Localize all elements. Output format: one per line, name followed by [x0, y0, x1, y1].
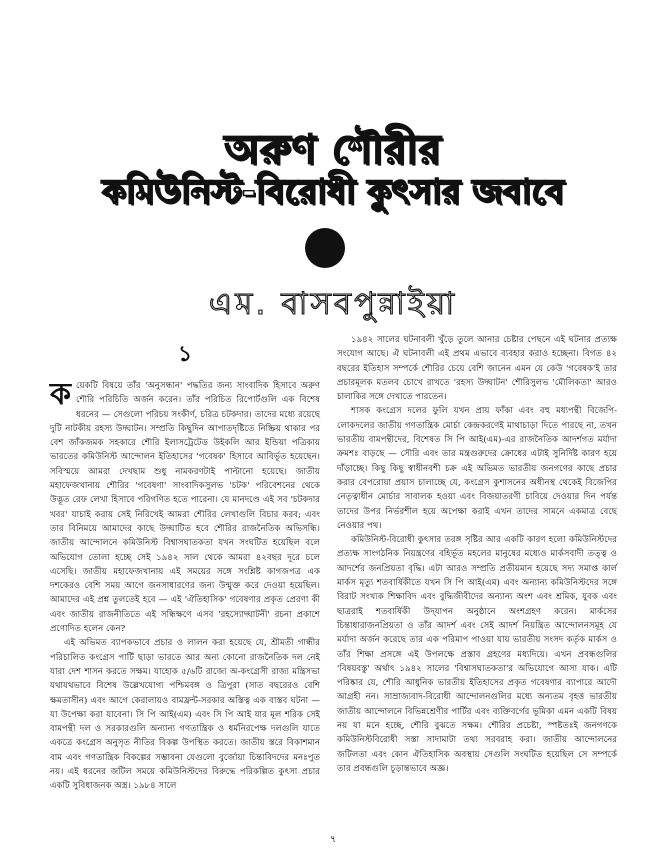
paragraph: কমিউনিস্ট-বিরোধী কুৎসার তরঙ্গ সৃষ্টির আর একটি কারণ হলো কমিউনিস্টদের প্রত্যক্ষ সাংগঠনিক নিয়ন্ত্রণের বহির্ভূত মহলের মানুষের মধ্যেও মার্কসবাদী তত্ত্ব ও আদর্শের জনপ্রিয়তা বৃদ্ধি। এটা আরও সম্প্রতি প্রতীয়মান হয়েছে সদ্য সমাপ্ত কার্ল মার্কস মৃত্যু শতবার্ষিকীতে যখন সি পি আই(এম) এবং অন্যান্য কমিউনিস্টদের সঙ্গে বিরাট সংখ্যক শিক্ষাবিদ এবং বুদ্ধিজীবীদের অন্যান্য অংশ এবং শ্রমিক, যুবক এবং ছাত্ররাই শতবার্ষিকী উদ্‌যাপন অনুষ্ঠানে অংশগ্রহণ করেন। মার্কসের চিন্তাধারাজনপ্রিয়তা ও তাঁর আদর্শ এবং সেই আদর্শ নিয়ন্ত্রিত আন্দোলনসমূহ যে মর্যাদা অর্জন করেছে তার এক পরিমাপ পাওয়া যায় ভারতীয় সংসদ কর্তৃক মার্কস ও তাঁর শিক্ষা প্রসঙ্গে এই উপলক্ষে প্রস্তাব গ্রহণের মধ্যদিয়ে। এখন প্রবন্ধগুলির 'বিষয়বস্তু' অর্থাৎ ১৯৪২ সালের 'বিশ্বাসঘাতকতা'র অভিযোগে আসা যাক। এটি পরিষ্কার যে, শৌরি আধুনিক ভারতীয় ইতিহাসের প্রকৃত গবেষণার ব্যাপারে আদৌ আগ্রহী নন। সাম্রাজ্যবাদ-বিরোধী আন্দোলনগুলির মধ্যে অন্যতম বৃহত্ত ভারতীয় জাতীয় আন্দোলনে বিভিন্নশ্রেণীর পার্টির এবং ব্যক্তিবর্গের ভূমিকা এমন একটি বিষয় নয় যা মনে হচ্ছে, শৌরি বুঝতে সক্ষম। শৌরির প্রচেষ্টা, স্পষ্টতঃই জনগণকে কমিউনিস্টবিরোধী সস্তা সাদামাটা তথ্য সরবরাহ করা। জাতীয় আন্দোলনের জটিলতা এবং কোন ঐতিহাসিক অবস্থায় সেগুলি সংঘটিত হয়েছিল সে সম্পর্কে তার প্রবন্ধগুলি চূড়ান্তভাবে অজ্ঞ। — [337, 535, 617, 774]
article-title-line-2: কমিউনিস্ট-বিরোধী কুৎসার জবাবে — [102, 172, 564, 212]
bullet-dot-icon — [305, 228, 345, 268]
right-column — [337, 333, 617, 776]
paragraph: ১৯৪২ সালের ঘটনাবলী খুঁড়ে তুলে আনার চেষ্টার পেছনে এই ঘটনার প্রত্যক্ষ সংযোগ আছে। ঐ ঘটনাবলী এই প্রথম এভাবে ব্যবহার করাও হচ্ছেনা। বিগত ৪২ বছরের ইতিহাস সম্পর্কে শৌরির চেয়ে বেশি জানেন এমন যে কেউ 'গবেষক'ই তার প্রচারমূলক মতলব চোখে রাখতে 'রহস্য উদ্ঘাটন' শৌরিসুলভ 'মৌলিকতা' আরও চালাকির সঙ্গে দেখাতে পারতেন। — [337, 335, 617, 403]
author-name: এম. বাসবপুন্নাইয়া — [208, 286, 458, 322]
paragraph: কয়েকটি বিষয়ে তাঁর 'অনুসন্ধান' পদ্ধতির জন্য সাংবাদিক হিসাবে অরুণ শৌরি পরিচিতি অর্জন করেন। তাঁর পরিচিত রিপোর্টগুলি এক বিশেষ ধরনের — সেগুলো পরিচয় সংকীর্ণ, চরিত্র চটকদার। তাদের মধ্যে রয়েছে দুটি নাটকীয় রহস্য উদ্ঘাটন। সম্প্রতি কিছুদিন আপাতদৃষ্টিতে নিষ্ক্রিয় থাকার পর বেশ জাঁকজমক সহকারে শৌরি ইলাসট্রেটেড উইকলি আর ইন্ডিয়া পত্রিকায় ভারতের কমিউনিস্ট আন্দোলন ইতিহাসের 'গবেষক' হিসাবে আবির্ভূত হয়েছেন। সবিস্ময়ে আমরা দেখছাম শুধু নামকরণটাই পাল্টানো হয়েছে। জাতীয় মহাফেজখানায় শৌরির 'গবেষণা' সাংবাদিকসুলভ 'চটক' পরিবেশনের থেকে উদ্ভূত রেফ লেখা হিসাবে পরিগণিত হতে পারেনা। যে মানদণ্ডে এই সব 'চটকদার খবর' যাচাই করায় সেই নিরিখেই আমরা শৌরির লেখাগুলি বিচার করব; এবং তার বিনিময়ে আমাদের কাছে উদ্ঘাটিত হবে শৌরির রাজনৈতিক অভিসন্ধি। জাতীয় আন্দোলনে কমিউনিস্ট বিশ্বাসঘাতকতা যখন সংঘটিত হয়েছিল বলে অভিযোগ তোলা হচ্ছে সেই ১৯৪২ সাল থেকে আমরা ৪২বছর দূরে চলে এসেছি। জাতীয় মহাফেজখানায় এই সময়ের সঙ্গে সংশ্লিষ্ট কাগজপত্র এক দশকেরও বেশি সময় আগে জনসাধারণের জন্য উন্মুক্ত করে দেওয়া হয়েছিল। আমাদের এই প্রশ্ন তুলতেই হবে — এই 'ঐতিহাসিক' গবেষণার প্রকৃত প্রেরণা কী এবং জাতীয় রাজনীতিতে এই সন্ধিক্ষণে এসব 'রহস্যোদ্ঘাটনী' রচনা প্রকাশে প্রণোদিত হলেন কেন? — [50, 377, 320, 635]
article-title-line-1: অরুণ শৌরীর — [224, 127, 442, 173]
paragraph: এই অভিমত ব্যাপকভাবে প্রচার ও লালন করা হয়েছে যে, শ্রীমতী গান্ধীর পরিচালিত কংগ্রেস পার্টি ছাড়া ভারতে আর অন্য কোনো রাজনৈতিক দল নেই যারা দেশ শাসন করতে সক্ষম। যাহোক ৫/৬টি রাজ্যে অ-কংগ্রেসী রাজ্য মন্ত্রিসভা যথাযথভাবে বিশেষ উল্লেখযোগ্য পশ্চিমবঙ্গ ও ত্রিপুরা (সাত বছরেরও বেশি ক্ষমতাসীন) এবং আগে কেরালায়ও বামফ্রন্ট-সরকার অস্তিত্ব এক বাস্তব ঘটনা — যা উপেক্ষা করা যাবেনা। সি পি আই(এম) এবং সি পি আই যার মূল শরিক সেই বামপন্থী দল ও সরকারগুলি অন্যান্য গণতান্ত্রিক ও ধর্মনিরপেক্ষ দলগুলি যাতে একত্রে কংগ্রেস অনুসৃত নীতির বিকল্প উপস্থিত করতে। জাতীয় স্তরে বিকাশমান বাম এবং গণতান্ত্রিক বিকল্পের সম্ভাবনা যেগুলো বুর্জোয়া চিন্তাবিদদের মনঃপুত নয়। এই ধরনের জটিল সময়ে কমিউনিস্টদের বিরুদ্ধে পরিকল্পিত কুৎসা প্রচার একটি সুবিধাজনক অস্ত্র। ১৯৮৪ সালে — [50, 638, 320, 792]
left-column — [50, 333, 320, 794]
paragraph: শাসক কংগ্রেস দলের ফুলি যখন প্রায় ফাঁকা এবং বহু মধ্যপন্থী বিজেপি-লোকদলের জাতীয় গণতান্ত্রিক মোর্চা কেন্দ্রকরণেই মাথাচাড়া দিতে পারছে না, তখন ভারতীয় বামপন্থীদের, বিশেষত সি পি আই(এম)-এর রাজনৈতিক আদর্শগত মর্যাদা ক্রমশঃ বাড়ছে — সৌরি এবং তার মন্ত্রগুরুদের ক্রোধের এটাই সুনির্দিষ্ট কারণ হয়ে দাঁড়াচ্ছে। কিছু কিছু স্বাধীনবশী চক্র এই অভিমত ভারতীয় জনগণের কাছে প্রচার করার বেপরোয়া প্রয়াস চালাচ্ছে যে, কংগ্রেস কুশাসনের অধীনস্থ থেকেই বিজেপির নেতৃত্বাধীন মোর্চার সাবালক হওয়া এবং বিজয়াতরণী চাবিয়ে দেওয়ার দিন পর্যন্ত তাদের উপর নির্ভরশীল হয়ে অপেক্ষা করাই এখন তাদের সামনে একমাত্র বেছে নেওয়ার পথ। — [337, 406, 617, 531]
drop-cap: ক — [50, 377, 71, 412]
page-number: ৭ — [329, 834, 337, 845]
section-number: ১ — [177, 341, 193, 367]
